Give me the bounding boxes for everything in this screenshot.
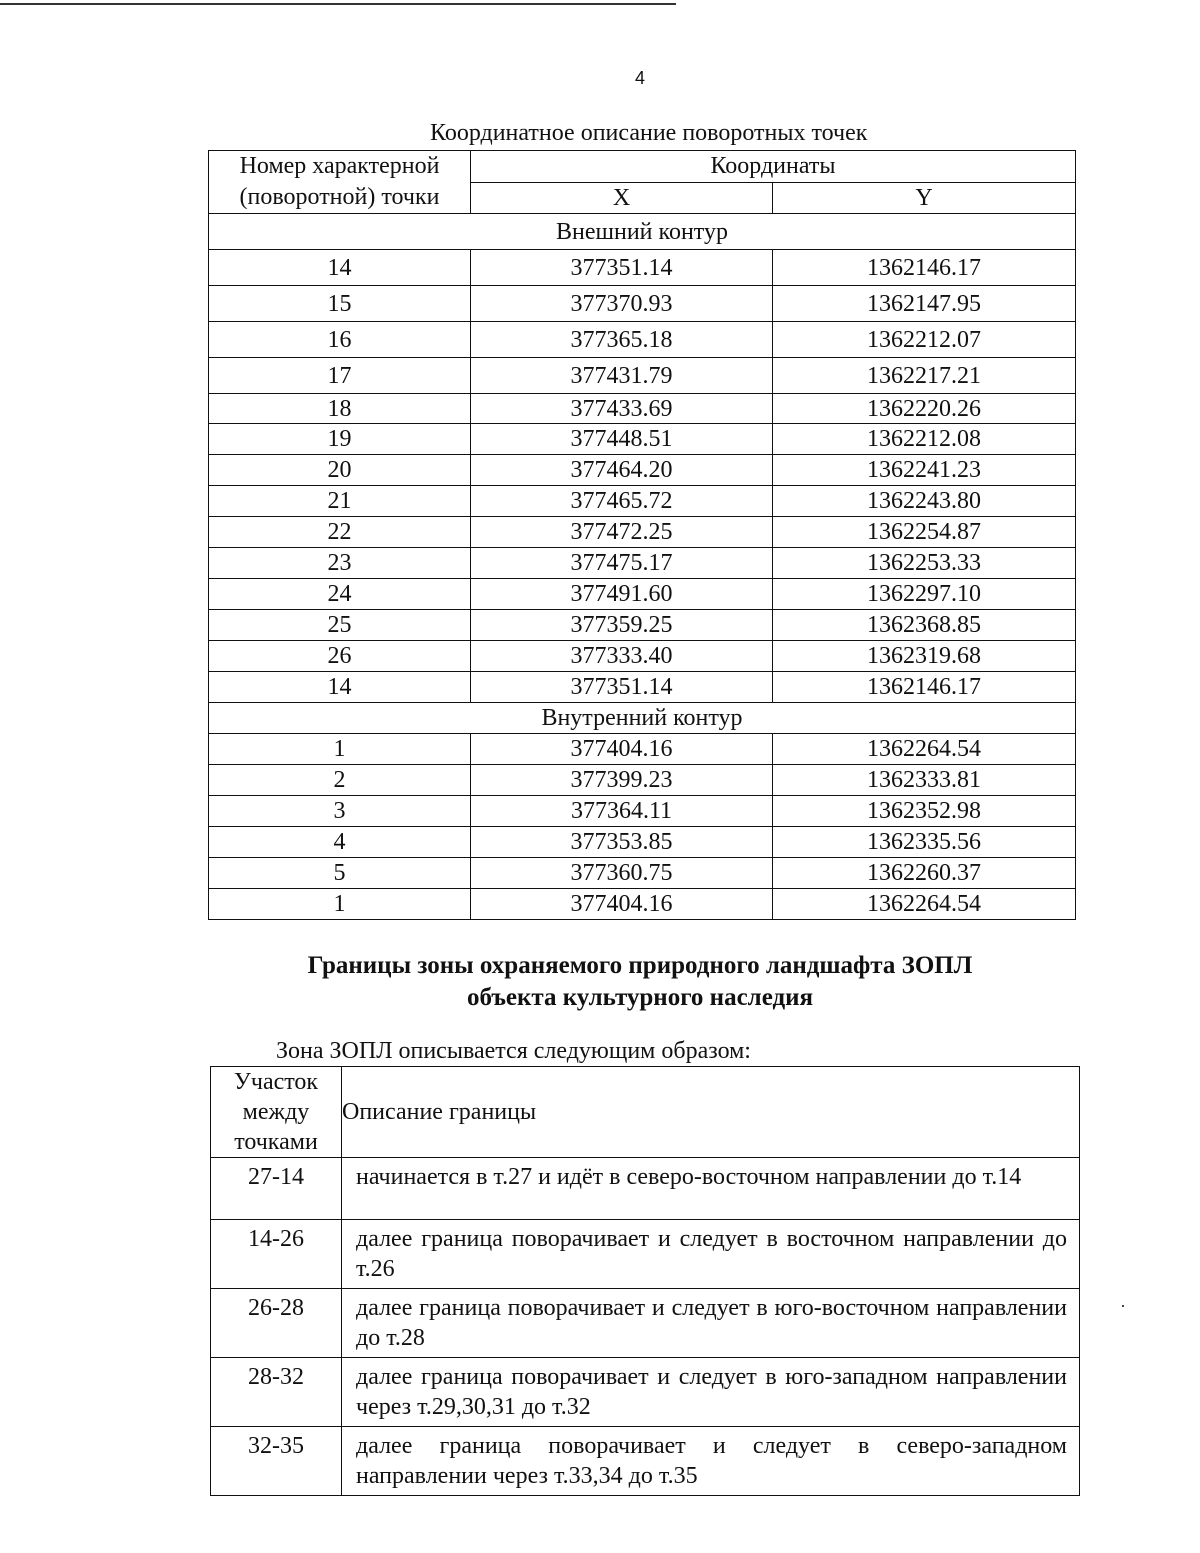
segment-cell: 32-35 [211, 1427, 342, 1496]
x-coordinate-cell: 377404.16 [471, 734, 773, 765]
y-coordinate-cell: 1362254.87 [773, 517, 1076, 548]
outer-coordinate-row [209, 250, 1076, 286]
point-number-header [209, 151, 471, 214]
outer-coordinate-row [209, 424, 1076, 455]
zone-title-line1: Границы зоны охраняемого природного ландшафта ЗОПЛ [307, 952, 973, 979]
point-number-cell: 14 [209, 250, 471, 286]
outer-coordinate-row [209, 641, 1076, 672]
x-coordinate-cell: 377399.23 [471, 765, 773, 796]
coordinates-table [208, 150, 1076, 920]
zone-boundary-table [210, 1066, 1080, 1496]
x-coordinate-cell: 377360.75 [471, 858, 773, 889]
y-coordinate-cell: 1362297.10 [773, 579, 1076, 610]
zone-boundary-row [211, 1358, 1080, 1427]
x-coordinate-cell: 377351.14 [471, 672, 773, 703]
point-number-cell: 1 [209, 734, 471, 765]
point-number-cell: 14 [209, 672, 471, 703]
y-coordinate-cell: 1362368.85 [773, 610, 1076, 641]
description-cell: начинается в т.27 и идёт в северо-восточном направлении до т.14 [342, 1158, 1080, 1220]
inner-coordinate-row [209, 858, 1076, 889]
point-number-cell: 4 [209, 827, 471, 858]
zone-table-caption: Зона ЗОПЛ описывается следующим образом: [276, 1038, 751, 1064]
x-coordinate-cell: 377404.16 [471, 889, 773, 920]
coordinates-header-row [209, 151, 1076, 183]
segment-header-line1: Участок [233, 1069, 319, 1095]
outer-coordinate-row [209, 455, 1076, 486]
outer-coordinate-row [209, 672, 1076, 703]
segment-header-line2: между [242, 1099, 310, 1125]
coordinates-table-caption: Координатное описание поворотных точек [430, 120, 868, 146]
y-coordinate-cell: 1362220.26 [773, 394, 1076, 424]
outer-coordinate-row [209, 394, 1076, 424]
outer-contour-row [209, 214, 1076, 250]
zone-boundary-row [211, 1220, 1080, 1289]
x-coordinate-cell: 377359.25 [471, 610, 773, 641]
point-number-cell: 15 [209, 286, 471, 322]
outer-coordinate-row [209, 517, 1076, 548]
y-coordinate-cell: 1362146.17 [773, 250, 1076, 286]
y-coordinate-cell: 1362217.21 [773, 358, 1076, 394]
point-number-cell: 24 [209, 579, 471, 610]
x-coordinate-cell: 377464.20 [471, 455, 773, 486]
point-number-cell: 23 [209, 548, 471, 579]
inner-coordinate-row [209, 889, 1076, 920]
point-number-header-line2: (поворотной) точки [239, 184, 440, 210]
point-number-header-line1: Номер характерной [239, 153, 440, 179]
zone-boundary-row [211, 1427, 1080, 1496]
inner-contour-row [209, 703, 1076, 734]
y-coordinate-cell: 1362147.95 [773, 286, 1076, 322]
zone-title-line2: объекта культурного наследия [466, 984, 814, 1011]
y-coordinate-cell: 1362264.54 [773, 889, 1076, 920]
x-coordinate-cell: 377370.93 [471, 286, 773, 322]
x-coordinate-cell: 377465.72 [471, 486, 773, 517]
outer-coordinate-row [209, 322, 1076, 358]
y-coordinate-cell: 1362319.68 [773, 641, 1076, 672]
x-header: X [471, 182, 773, 214]
point-number-cell: 20 [209, 455, 471, 486]
outer-contour-label: Внешний контур [209, 214, 1076, 250]
y-coordinate-cell: 1362352.98 [773, 796, 1076, 827]
x-coordinate-cell: 377475.17 [471, 548, 773, 579]
x-coordinate-cell: 377491.60 [471, 579, 773, 610]
point-number-cell: 26 [209, 641, 471, 672]
point-number-cell: 16 [209, 322, 471, 358]
x-coordinate-cell: 377433.69 [471, 394, 773, 424]
segment-cell: 27-14 [211, 1158, 342, 1220]
point-number-cell: 19 [209, 424, 471, 455]
y-coordinate-cell: 1362333.81 [773, 765, 1076, 796]
y-coordinate-cell: 1362264.54 [773, 734, 1076, 765]
inner-coordinate-row [209, 765, 1076, 796]
x-coordinate-cell: 377472.25 [471, 517, 773, 548]
outer-coordinate-row [209, 286, 1076, 322]
zone-section-title [200, 950, 1080, 1014]
zone-boundary-row [211, 1158, 1080, 1220]
y-coordinate-cell: 1362146.17 [773, 672, 1076, 703]
inner-contour-label: Внутренний контур [209, 703, 1076, 734]
coordinates-header: Координаты [471, 151, 1076, 183]
x-coordinate-cell: 377364.11 [471, 796, 773, 827]
point-number-cell: 21 [209, 486, 471, 517]
point-number-cell: 25 [209, 610, 471, 641]
outer-coordinate-row [209, 486, 1076, 517]
scan-speck [1122, 1305, 1124, 1307]
description-cell: далее граница поворачивает и следует в юго-восточном направлении до т.28 [342, 1289, 1080, 1358]
segment-cell: 14-26 [211, 1220, 342, 1289]
y-coordinate-cell: 1362260.37 [773, 858, 1076, 889]
description-cell: далее граница поворачивает и следует в юго-западном направлении через т.29,30,31 до т.32 [342, 1358, 1080, 1427]
description-cell: далее граница поворачивает и следует в северо-западном направлении через т.33,34 до т.35 [342, 1427, 1080, 1496]
page-number: 4 [634, 68, 645, 88]
y-coordinate-cell: 1362212.08 [773, 424, 1076, 455]
y-coordinate-cell: 1362335.56 [773, 827, 1076, 858]
point-number-cell: 5 [209, 858, 471, 889]
y-coordinate-cell: 1362241.23 [773, 455, 1076, 486]
point-number-cell: 2 [209, 765, 471, 796]
inner-coordinate-row [209, 827, 1076, 858]
point-number-cell: 3 [209, 796, 471, 827]
x-coordinate-cell: 377431.79 [471, 358, 773, 394]
segment-header [211, 1067, 342, 1158]
outer-coordinate-row [209, 610, 1076, 641]
point-number-cell: 1 [209, 889, 471, 920]
x-coordinate-cell: 377351.14 [471, 250, 773, 286]
inner-coordinate-row [209, 734, 1076, 765]
y-coordinate-cell: 1362253.33 [773, 548, 1076, 579]
zone-boundary-row [211, 1289, 1080, 1358]
point-number-cell: 18 [209, 394, 471, 424]
segment-cell: 28-32 [211, 1358, 342, 1427]
outer-coordinate-row [209, 358, 1076, 394]
x-coordinate-cell: 377365.18 [471, 322, 773, 358]
point-number-cell: 17 [209, 358, 471, 394]
y-coordinate-cell: 1362243.80 [773, 486, 1076, 517]
description-cell: далее граница поворачивает и следует в восточном направлении до т.26 [342, 1220, 1080, 1289]
segment-cell: 26-28 [211, 1289, 342, 1358]
x-coordinate-cell: 377333.40 [471, 641, 773, 672]
outer-coordinate-row [209, 579, 1076, 610]
segment-header-line3: точками [234, 1129, 318, 1155]
x-coordinate-cell: 377448.51 [471, 424, 773, 455]
x-coordinate-cell: 377353.85 [471, 827, 773, 858]
inner-coordinate-row [209, 796, 1076, 827]
point-number-cell: 22 [209, 517, 471, 548]
y-header: Y [773, 182, 1076, 214]
outer-coordinate-row [209, 548, 1076, 579]
y-coordinate-cell: 1362212.07 [773, 322, 1076, 358]
description-header: Описание границы [342, 1067, 1080, 1158]
zone-header-row [211, 1067, 1080, 1158]
top-rule [0, 3, 676, 5]
